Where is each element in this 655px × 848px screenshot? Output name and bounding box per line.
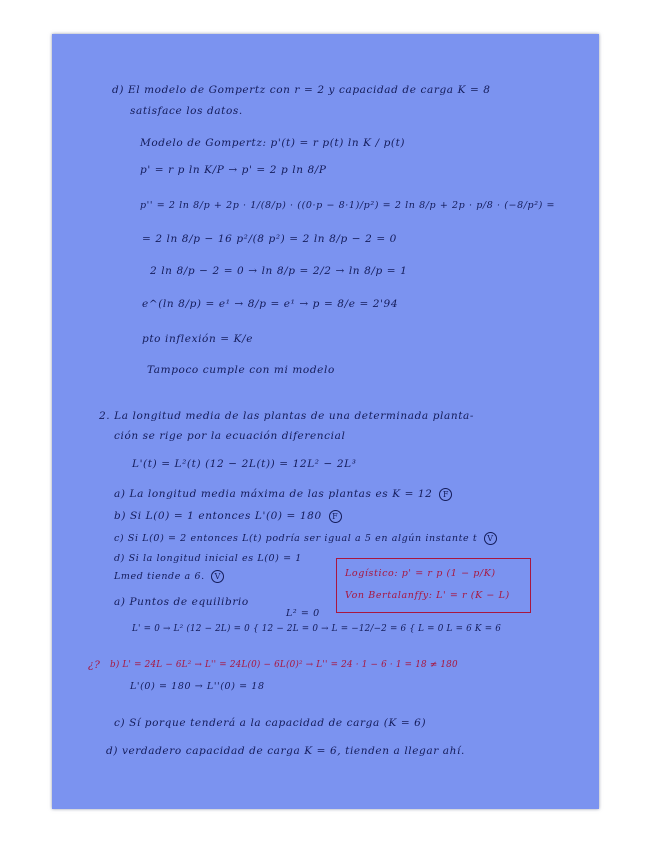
text-line — [114, 532, 497, 545]
box-line-bertalanffy: Von Bertalanffy: L' = r (K − L) — [345, 590, 510, 601]
text-line: a) Puntos de equilibrio — [114, 596, 249, 608]
text-line: b) L' = 24L − 6L² → L'' = 24L(0) − 6L(0)² → L'' = 24 · 1 − 6 · 1 = 18 ≠ 180 — [110, 660, 458, 670]
text-line: L'(0) = 180 → L''(0) = 18 — [130, 681, 265, 692]
text-line: p'' = 2 ln 8/p + 2p · 1/(8/p) · ((0·p − 8·1)/p²) = 2 ln 8/p + 2p · p/8 · (−8/p²) = — [140, 200, 556, 211]
question-mark: ¿? — [88, 659, 101, 671]
text-line: ción se rige por la ecuación diferencial — [114, 430, 346, 442]
text-line: c) Sí porque tenderá a la capacidad de carga (K = 6) — [114, 717, 427, 729]
text-line: satisface los datos. — [130, 105, 243, 117]
false-mark-icon: F — [439, 488, 452, 501]
text-line: = 2 ln 8/p − 16 p²/(8 p²) = 2 ln 8/p − 2 = 0 — [142, 233, 397, 245]
text-line: 2 ln 8/p − 2 = 0 → ln 8/p = 2/2 → ln 8/p = 1 — [150, 265, 408, 277]
statement-a: a) La longitud media máxima de las plantas es K = 12 — [114, 488, 433, 500]
box-line-logistic: Logístico: p' = r p (1 − p/K) — [345, 568, 496, 579]
text-line: L' = 0 → L² (12 − 2L) = 0 { 12 − 2L = 0 → L = −12/−2 = 6 { L = 0 L = 6 K = 6 — [132, 624, 502, 634]
text-line — [114, 570, 224, 583]
text-line: e^(ln 8/p) = e¹ → 8/p = e¹ → p = 8/e = 2'94 — [142, 298, 399, 310]
statement-c: c) Si L(0) = 2 entonces L(t) podría ser igual a 5 en algún instante t — [114, 533, 478, 544]
text-line: d) verdadero capacidad de carga K = 6, tienden a llegar ahí. — [106, 745, 465, 757]
text-line: d) Si la longitud inicial es L(0) = 1 — [114, 553, 302, 564]
true-mark-icon: V — [211, 570, 224, 583]
text-line — [114, 510, 342, 523]
text-line: Tampoco cumple con mi modelo — [147, 364, 335, 376]
text-line: p' = r p ln K/P → p' = 2 p ln 8/P — [140, 164, 327, 176]
text-line: L² = 0 — [286, 608, 320, 619]
true-mark-icon: V — [484, 532, 497, 545]
false-mark-icon: F — [329, 510, 342, 523]
text-line: L'(t) = L²(t) (12 − 2L(t)) = 12L² − 2L³ — [132, 458, 357, 470]
statement-b: b) Si L(0) = 1 entonces L'(0) = 180 — [114, 510, 322, 522]
text-line — [114, 488, 452, 501]
text-line: d) El modelo de Gompertz con r = 2 y capacidad de carga K = 8 — [112, 84, 491, 96]
text-line: Modelo de Gompertz: p'(t) = r p(t) ln K / p(t) — [140, 137, 406, 149]
text-line: 2. La longitud media de las plantas de una determinada planta- — [99, 410, 475, 422]
models-box — [336, 558, 531, 613]
statement-d: Lmed tiende a 6. — [114, 571, 205, 582]
handwritten-page — [52, 34, 599, 809]
text-line: pto inflexión = K/e — [142, 333, 254, 345]
